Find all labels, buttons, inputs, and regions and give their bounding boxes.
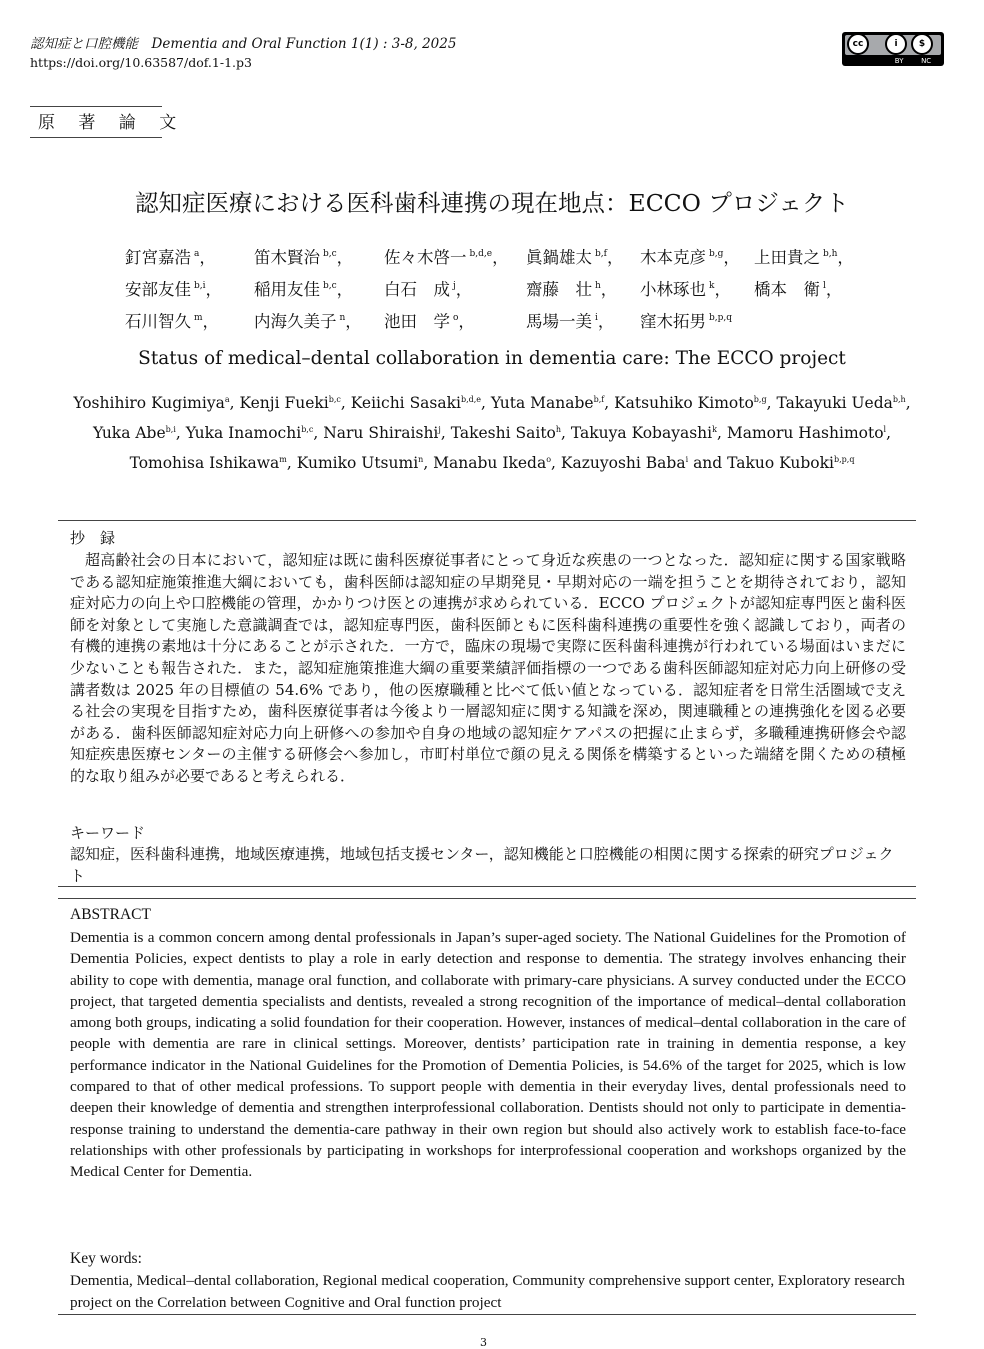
abstract-ja-heading: 抄 録 [70, 529, 116, 547]
author-en-affiliation: a [224, 395, 230, 404]
title-japanese: 認知症医療における医科歯科連携の現在地点：ECCO プロジェクト [135, 189, 849, 217]
author-en-affiliation: b,f [593, 395, 605, 404]
article-type-label: 原 著 論 文 [30, 106, 162, 138]
author-ja-affiliation: b,c [323, 281, 337, 291]
abstract-en-heading: ABSTRACT [70, 906, 151, 923]
author-en-separator: , [286, 454, 297, 472]
author-ja-affiliation: n [339, 313, 346, 323]
author-ja-name: 眞鍋雄太 [526, 248, 592, 267]
divider [58, 1314, 916, 1315]
author-ja-name: 笛木賢治 [254, 248, 320, 267]
author-ja [526, 244, 623, 268]
author-ja-name: 上田貴之 [754, 248, 820, 267]
authors-english-line-2 [0, 424, 984, 442]
author-ja [125, 244, 216, 268]
author-ja-separator: ， [336, 280, 354, 299]
author-en-name: Kumiko Utsumi [296, 454, 419, 472]
author-en-name: Takuo Kuboki [727, 454, 834, 472]
author-en-affiliation: b,g [753, 395, 767, 404]
cc-label-by: BY [894, 57, 904, 65]
title-english: Status of medical–dental collaboration in dementia care: The ECCO project [138, 348, 846, 369]
author-en-affiliation: b,c [328, 395, 341, 404]
author-en-separator: , [313, 424, 324, 442]
author-en-separator: , [716, 424, 727, 442]
author-en-affiliation: i [685, 455, 689, 464]
author-en-separator: , [440, 424, 451, 442]
author-ja [125, 276, 222, 300]
author-ja-separator: ， [597, 312, 615, 331]
author-en-separator: , [886, 424, 892, 442]
author-ja-affiliation: k [709, 281, 715, 291]
cc-license-badge[interactable] [842, 32, 944, 66]
author-ja [254, 308, 362, 332]
author-ja-separator: ， [714, 280, 731, 299]
author-en-affiliation: b,c [301, 425, 314, 434]
author-en-separator: , [481, 394, 491, 412]
author-en-affiliation: j [438, 425, 441, 434]
author-ja-affiliation: j [453, 281, 456, 291]
doi-link[interactable]: https://doi.org/10.63587/dof.1-1.p3 [30, 55, 252, 70]
author-en-name: Manabu Ikeda [433, 454, 547, 472]
author-ja [384, 276, 472, 300]
author-ja-separator: ， [199, 248, 216, 267]
author-en-separator: , [766, 394, 777, 412]
author-ja-name: 木本克彦 [640, 248, 706, 267]
by-attribution-icon: i [885, 33, 907, 55]
author-ja-separator: ， [825, 280, 843, 299]
author-ja-affiliation: o [453, 313, 459, 323]
author-ja-name: 石川智久 [125, 312, 191, 331]
author-en-name: Kenji Fueki [239, 394, 329, 412]
author-en-name: Mamoru Hashimoto [726, 424, 884, 442]
author-ja [754, 244, 854, 268]
divider [58, 886, 916, 887]
author-ja [526, 308, 614, 332]
author-ja-name: 佐々木啓一 [384, 248, 467, 267]
author-ja-separator: ， [606, 248, 624, 267]
author-en-separator: , [561, 424, 571, 442]
author-en-separator: , [551, 454, 561, 472]
author-ja-separator: ， [336, 248, 354, 267]
abstract-ja-body [70, 550, 906, 788]
author-en-name: Naru Shiraishi [323, 424, 439, 442]
cc-icon: cc [847, 33, 869, 55]
author-ja [526, 276, 617, 300]
author-en-separator: , [229, 394, 240, 412]
author-en-affiliation: b,h [892, 395, 906, 404]
author-en-affiliation: h [555, 425, 562, 434]
author-en-affiliation: b,i [165, 425, 176, 434]
author-en-affiliation: m [279, 455, 287, 464]
author-ja [254, 244, 353, 268]
abstract-ja-text: 超高齢社会の日本において，認知症は既に歯科医療従事者にとって身近な疾患の一つとなった．認知症に関する国家戦略である認知症施策推進大綱においても，歯科医師は認知症の早期発見・早期対応の一端を担うことを期待されており，認知症対応力の向上や口腔機能の管理，かかりつけ医との連携が求められている．ECCO プロジェクトが認知症専門医と歯科医師を対象として実施した意識調査では，認知症専門医，歯科医師ともに医科歯科連携の重要性を強く認識しており，両者の有機的連携の素地は十分にあることが示された．一方で，臨床の現場で実際に医科歯科連携が行われている場面はいまだに少ないことも報告された．また，認知症施策推進大綱の重要業績評価指標の一つである歯科医師認知症対応力向上研修の受講者数は 2025 年の目標値の 54.6% であり，他の医療職種と比べて低い値となっている．認知症者を日常生活圏域で支える社会の実現を目指すため，歯科医療従事者は今後より一層認知症に関する知識を深め，関連職種との連携強化を図る必要がある．歯科医師認知症対応力向上研修への参加や自身の地域の認知症ケアパスの把握に止まらず，多職種連携研修会や認知症疾患医療センターの主催する研修会へ参加し，市町村単位で顔の見える関係を構築するといった端緒を開くための積極的な取り組みが必要であると考えられる． [70, 551, 906, 785]
author-en-separator: , [340, 394, 351, 412]
cc-label-nc: NC [921, 57, 932, 65]
author-en-affiliation: l [883, 425, 887, 434]
keywords-en-heading: Key words: [70, 1250, 142, 1267]
author-ja-affiliation: b,g [709, 249, 724, 259]
journal-citation: 認知症と口腔機能 Dementia and Oral Function 1(1) : 3-8, 2025 [30, 36, 457, 52]
author-ja-affiliation: a [194, 249, 200, 259]
keywords-ja-text: 認知症，医科歯科連携，地域医療連携，地域包括支援センター，認知機能と口腔機能の相関に関する探索的研究プロジェクト [70, 845, 894, 885]
author-en-separator: , [423, 454, 434, 472]
author-en-name: Yuta Manabe [490, 394, 594, 412]
author-ja-affiliation: b,c [323, 249, 337, 259]
author-ja [640, 244, 740, 268]
author-ja-separator: ， [205, 280, 223, 299]
author-ja-affiliation: b,d,e [469, 249, 493, 259]
author-en-name: Takuya Kobayashi [570, 424, 713, 442]
author-ja-affiliation: m [194, 313, 203, 323]
author-ja-name: 小林琢也 [640, 280, 706, 299]
author-ja-affiliation: i [595, 313, 598, 323]
author-en-affiliation: o [546, 455, 552, 464]
author-en-separator: , [604, 394, 615, 412]
author-ja-name: 釘宮嘉浩 [125, 248, 191, 267]
author-ja-separator: ， [837, 248, 854, 267]
author-ja-separator: ， [492, 248, 509, 267]
author-en-name: Yuka Inamochi [185, 424, 302, 442]
author-ja-separator: ， [600, 280, 618, 299]
author-en-name: Kazuyoshi Baba [560, 454, 686, 472]
author-en-separator: , [175, 424, 186, 442]
author-en-affiliation: n [418, 455, 424, 464]
author-ja-name: 窪木拓男 [640, 312, 706, 331]
author-ja-affiliation: l [823, 281, 826, 291]
author-en-name: Yoshihiro Kugimiya [73, 394, 225, 412]
author-ja-separator: ， [723, 248, 740, 267]
author-ja-name: 内海久美子 [254, 312, 337, 331]
author-ja-separator: ， [345, 312, 362, 331]
author-ja [754, 276, 842, 300]
author-en-name: Keiichi Sasaki [350, 394, 461, 412]
noncommercial-icon: $ [911, 33, 933, 55]
author-en-name: Takeshi Saito [450, 424, 556, 442]
author-en-separator: and [688, 454, 728, 472]
author-en-affiliation: b,d,e [460, 395, 482, 404]
author-en-name: Takayuki Ueda [776, 394, 893, 412]
author-ja-name: 橋本 衛 [754, 280, 820, 299]
author-en-affiliation: k [712, 425, 717, 434]
author-en-separator: , [905, 394, 911, 412]
author-en-name: Katsuhiko Kimoto [614, 394, 754, 412]
page-number: 3 [480, 1336, 487, 1349]
author-ja [384, 244, 509, 268]
author-en-affiliation: b,p,q [833, 455, 855, 464]
author-ja [125, 308, 219, 332]
author-ja [640, 276, 731, 300]
author-en-name: Tomohisa Ishikawa [129, 454, 280, 472]
author-ja [640, 308, 732, 332]
divider [58, 520, 916, 521]
divider [58, 898, 916, 899]
author-ja-name: 白石 成 [384, 280, 450, 299]
author-ja [254, 276, 353, 300]
author-ja-name: 齋藤 壮 [526, 280, 592, 299]
author-ja-affiliation: b,i [194, 281, 206, 291]
author-ja-separator: ， [458, 312, 475, 331]
author-ja [384, 308, 475, 332]
authors-english-line-1 [0, 394, 984, 412]
author-en-name: Yuka Abe [92, 424, 166, 442]
author-ja-affiliation: h [595, 281, 601, 291]
abstract-en-text: Dementia is a common concern among dental professionals in Japan’s super-aged society. The National Guidelines for the Promotion of Dementia Policies, expect dentists to play a role in early detection and response to dementia. The strategy involves enhancing their ability to cope with dementia, manage oral function, and collaborate with primary-care physicians. A survey conducted under the ECCO project, that targeted dementia specialists and dentists, revealed a strong recognition of the importance of medical–dental collaboration among both groups, indicating a solid foundation for their cooperation. However, instances of medical–dental collaboration in the care of people with dementia are rare in clinical settings. Moreover, dentists’ participation rate in training in dementia response, a key performance indicator in the National Guidelines for the Promotion of Dementia Policies, is 54.6% of the target for 2025, which is low compared to that of other medical professions. To support people with dementia in their everyday lives, dental professionals need to deepen their knowledge of dementia and strengthen interprofessional collaboration. Dentists should not only to participate in dementia-response training to understand the dementia-care pathway in their own region but should also actively work to establish face-to-face relationships with other professionals by participating in workshops for interprofessional cooperation and workshops organized by the Medical Center for Dementia. [70, 929, 906, 1181]
author-ja-name: 池田 学 [384, 312, 450, 331]
author-ja-separator: ， [202, 312, 220, 331]
authors-english-line-3 [0, 454, 984, 472]
author-ja-affiliation: b,f [595, 249, 607, 259]
author-ja-name: 稲用友佳 [254, 280, 320, 299]
keywords-en-text: Dementia, Medical–dental collaboration, Regional medical cooperation, Community comprehensive support center, Exploratory research project on the Correlation between Cognitive and Oral function project [70, 1272, 905, 1311]
author-ja-affiliation: b,p,q [709, 313, 733, 323]
author-ja-separator: ， [455, 280, 473, 299]
author-ja-affiliation: b,h [823, 249, 838, 259]
author-ja-name: 安部友佳 [125, 280, 191, 299]
author-ja-name: 馬場一美 [526, 312, 592, 331]
keywords-ja-heading: キーワード [70, 824, 146, 842]
